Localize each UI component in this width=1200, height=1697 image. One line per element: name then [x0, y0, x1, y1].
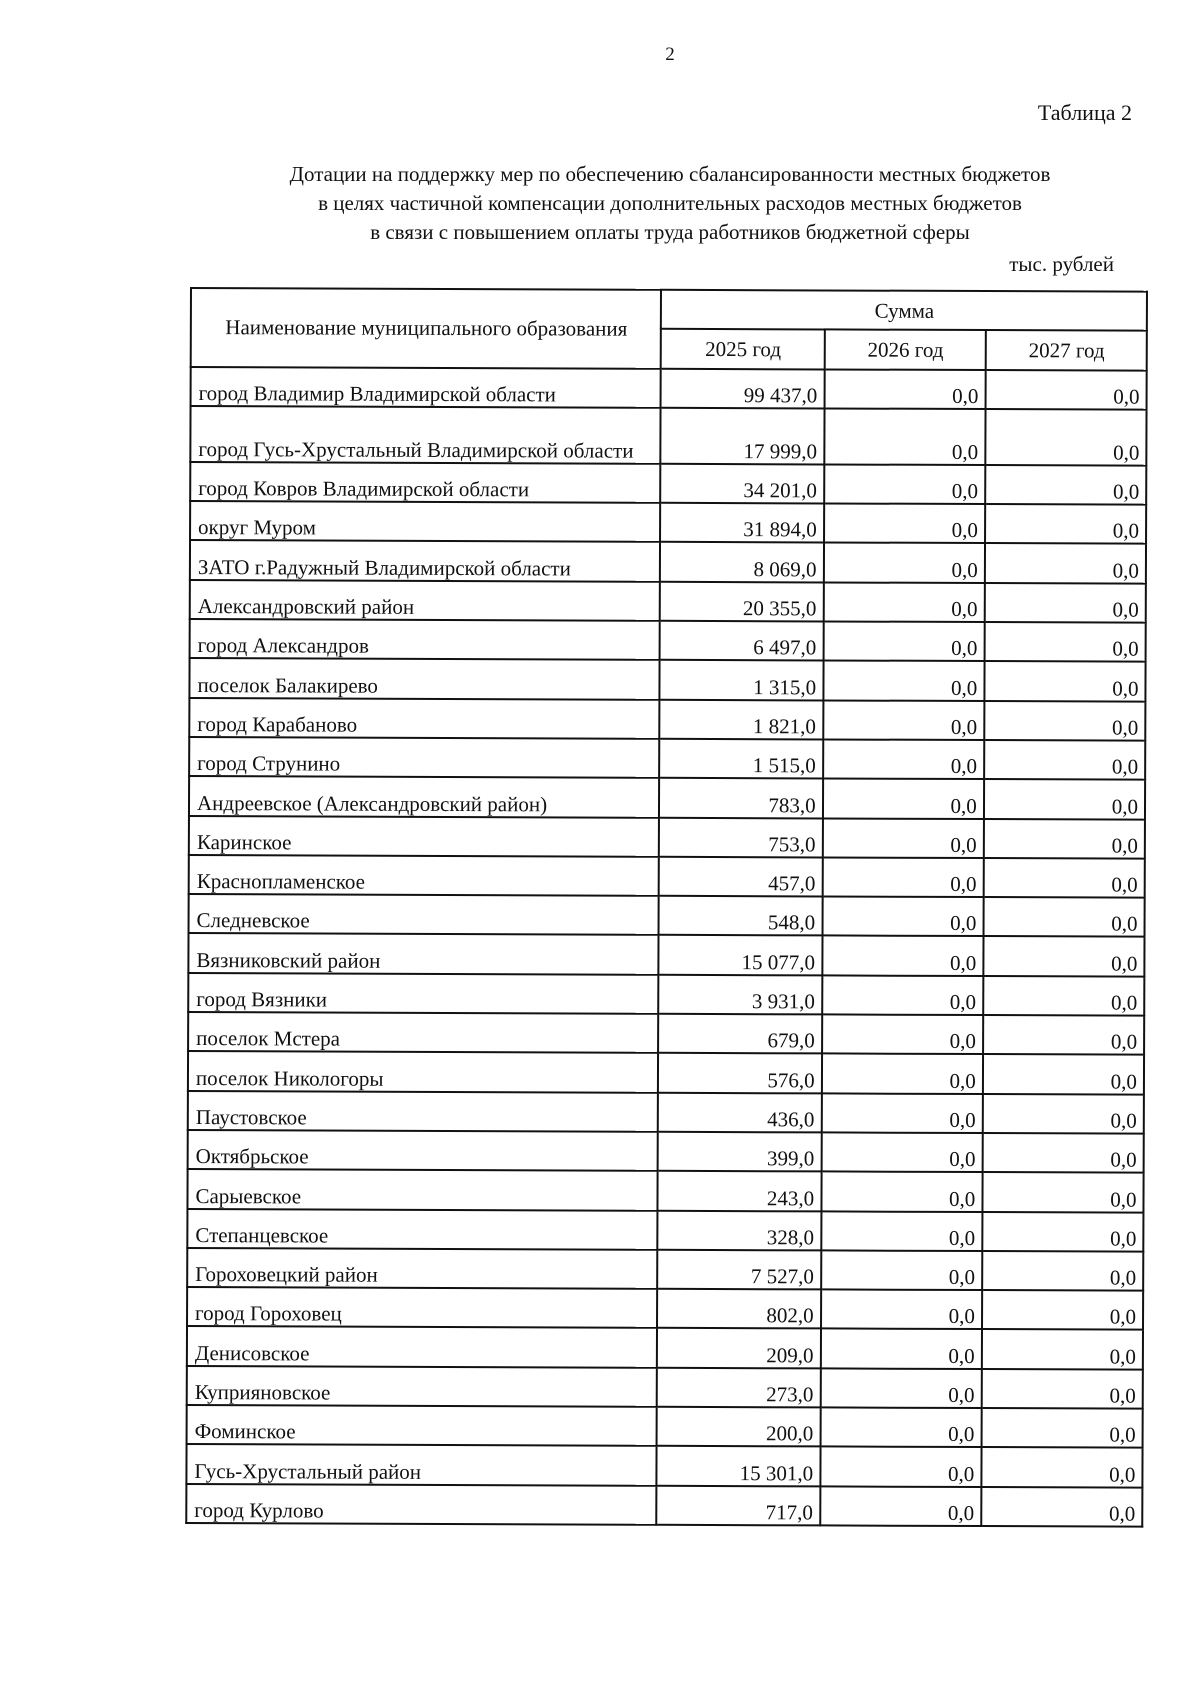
table-row — [187, 1287, 1143, 1330]
amount-2027-cell: 0,0 — [985, 583, 1146, 623]
amount-2026-cell: 0,0 — [823, 700, 984, 740]
amount-2026-cell: 0,0 — [823, 582, 984, 622]
amount-2027-cell: 0,0 — [985, 465, 1146, 505]
amount-2026-cell: 0,0 — [823, 661, 984, 701]
municipality-name-cell: Сарыевское — [187, 1169, 657, 1210]
title-line: в целях частичной компенсации дополнительных расходов местных бюджетов — [318, 191, 1022, 215]
amount-2025-cell: 1 315,0 — [659, 660, 823, 700]
amount-2026-cell: 0,0 — [822, 1054, 983, 1094]
amount-2025-cell: 436,0 — [658, 1092, 822, 1132]
municipality-name-cell: Степанцевское — [187, 1209, 657, 1250]
amount-2027-cell: 0,0 — [982, 1290, 1143, 1330]
amount-2026-cell: 0,0 — [821, 1132, 982, 1172]
table-row — [188, 1051, 1144, 1094]
municipality-name-cell: ЗАТО г.Радужный Владимирской области — [190, 540, 660, 581]
municipality-name-cell: Паустовское — [188, 1091, 658, 1132]
header-row — [191, 288, 1147, 331]
amount-2026-cell: 0,0 — [824, 504, 985, 544]
amount-2027-cell: 0,0 — [983, 1015, 1144, 1055]
municipality-name-cell: город Александров — [190, 619, 660, 660]
amount-2027-cell: 0,0 — [983, 897, 1144, 937]
amount-2026-cell: 0,0 — [824, 543, 985, 583]
amount-2027-cell: 0,0 — [983, 1094, 1144, 1134]
amount-2026-cell: 0,0 — [824, 464, 985, 504]
amount-2026-cell: 0,0 — [820, 1329, 981, 1369]
municipality-name-cell: Вязниковский район — [188, 933, 658, 974]
table-row — [190, 540, 1146, 583]
municipality-name-cell: Гусь-Хрустальный район — [186, 1444, 656, 1485]
amount-2025-cell: 576,0 — [658, 1053, 822, 1093]
municipality-name-cell: Каринское — [189, 816, 659, 857]
amount-2027-cell: 0,0 — [981, 1408, 1142, 1448]
amount-2026-cell: 0,0 — [823, 739, 984, 779]
municipality-name-cell: поселок Балакирево — [189, 658, 659, 699]
table-row — [189, 894, 1145, 937]
document-title — [200, 160, 1140, 247]
table-row — [187, 1209, 1143, 1252]
municipality-name-cell: Следневское — [189, 894, 659, 935]
amount-2025-cell: 15 077,0 — [658, 935, 822, 975]
amount-2025-cell: 243,0 — [657, 1171, 821, 1211]
table-row — [190, 406, 1146, 466]
amount-2026-cell: 0,0 — [822, 818, 983, 858]
table-row — [186, 1484, 1142, 1527]
table-row — [189, 855, 1145, 898]
column-header-name: Наименование муниципального образования — [191, 288, 661, 368]
amount-2025-cell: 273,0 — [657, 1368, 821, 1408]
amount-2026-cell: 0,0 — [820, 1407, 981, 1447]
table-row — [188, 1012, 1144, 1055]
amount-2027-cell: 0,0 — [983, 937, 1144, 977]
amount-2025-cell: 457,0 — [659, 857, 823, 897]
municipality-name-cell: город Струнино — [189, 737, 659, 778]
table-row — [191, 367, 1147, 410]
amount-2027-cell: 0,0 — [984, 701, 1145, 741]
amount-2026-cell: 0,0 — [820, 1486, 981, 1526]
dotations-table — [185, 287, 1148, 1528]
amount-2025-cell: 17 999,0 — [660, 408, 824, 465]
table-row — [186, 1444, 1142, 1487]
amount-2026-cell: 0,0 — [824, 369, 985, 409]
table-row — [187, 1405, 1143, 1448]
amount-2025-cell: 328,0 — [657, 1210, 821, 1250]
amount-2027-cell: 0,0 — [984, 819, 1145, 859]
municipality-name-cell: город Карабаново — [189, 698, 659, 739]
table-row — [187, 1169, 1143, 1212]
municipality-name-cell: поселок Никологоры — [188, 1051, 658, 1092]
amount-2026-cell: 0,0 — [823, 779, 984, 819]
amount-2027-cell: 0,0 — [982, 1133, 1143, 1173]
table-row — [189, 658, 1145, 701]
municipality-name-cell: Фоминское — [187, 1405, 657, 1446]
amount-2025-cell: 200,0 — [657, 1407, 821, 1447]
municipality-name-cell: поселок Мстера — [188, 1012, 658, 1053]
amount-2026-cell: 0,0 — [820, 1447, 981, 1487]
page-number: 2 — [665, 44, 675, 65]
table-row — [188, 973, 1144, 1016]
amount-2026-cell: 0,0 — [822, 975, 983, 1015]
amount-2026-cell: 0,0 — [821, 1172, 982, 1212]
municipality-name-cell: город Гусь-Хрустальный Владимирской области — [190, 406, 660, 464]
table-row — [187, 1326, 1143, 1369]
amount-2025-cell: 1 515,0 — [659, 739, 823, 779]
table-row — [189, 816, 1145, 859]
municipality-name-cell: город Ковров Владимирской области — [190, 462, 660, 503]
table-row — [190, 580, 1146, 623]
table-row — [188, 1091, 1144, 1134]
amount-2027-cell: 0,0 — [985, 544, 1146, 584]
amount-2026-cell: 0,0 — [821, 1250, 982, 1290]
amount-2026-cell: 0,0 — [821, 1211, 982, 1251]
table-row — [190, 501, 1146, 544]
amount-2027-cell: 0,0 — [983, 1054, 1144, 1094]
table-row — [190, 462, 1146, 505]
amount-2026-cell: 0,0 — [822, 1014, 983, 1054]
amount-2027-cell: 0,0 — [985, 504, 1146, 544]
amount-2027-cell: 0,0 — [982, 1172, 1143, 1212]
municipality-name-cell: город Вязники — [188, 973, 658, 1014]
table-row — [189, 776, 1145, 819]
amount-2027-cell: 0,0 — [981, 1487, 1142, 1527]
amount-2027-cell: 0,0 — [984, 661, 1145, 701]
amount-2027-cell: 0,0 — [982, 1212, 1143, 1252]
amount-2027-cell: 0,0 — [984, 622, 1145, 662]
column-header-2025: 2025 год — [661, 329, 825, 369]
municipality-name-cell: город Курлово — [186, 1484, 656, 1525]
amount-2027-cell: 0,0 — [983, 976, 1144, 1016]
amount-2025-cell: 1 821,0 — [659, 699, 823, 739]
amount-2025-cell: 20 355,0 — [660, 582, 824, 622]
amount-2025-cell: 753,0 — [659, 817, 823, 857]
amount-2027-cell: 0,0 — [983, 858, 1144, 898]
municipality-name-cell: Гороховецкий район — [187, 1248, 657, 1289]
table-row — [187, 1248, 1143, 1291]
amount-2027-cell: 0,0 — [984, 740, 1145, 780]
table-row — [190, 619, 1146, 662]
amount-2027-cell: 0,0 — [984, 779, 1145, 819]
amount-2025-cell: 802,0 — [657, 1289, 821, 1329]
amount-2025-cell: 15 301,0 — [656, 1446, 820, 1486]
municipality-name-cell: Октябрьское — [188, 1130, 658, 1171]
table-row — [187, 1366, 1143, 1409]
amount-2027-cell: 0,0 — [982, 1329, 1143, 1369]
municipality-name-cell: Денисовское — [187, 1326, 657, 1367]
table-body — [186, 367, 1146, 1527]
amount-2027-cell: 0,0 — [982, 1251, 1143, 1291]
units-label: тыс. рублей — [1009, 252, 1114, 276]
amount-2025-cell: 3 931,0 — [658, 975, 822, 1015]
column-header-sum: Сумма — [661, 290, 1147, 331]
amount-2026-cell: 0,0 — [824, 408, 985, 465]
amount-2026-cell: 0,0 — [822, 936, 983, 976]
amount-2025-cell: 8 069,0 — [660, 542, 824, 582]
title-line: Дотации на поддержку мер по обеспечению сбалансированности местных бюджетов — [289, 162, 1051, 186]
amount-2025-cell: 679,0 — [658, 1014, 822, 1054]
amount-2026-cell: 0,0 — [821, 1093, 982, 1133]
amount-2027-cell: 0,0 — [985, 370, 1146, 410]
amount-2025-cell: 99 437,0 — [661, 368, 825, 408]
amount-2026-cell: 0,0 — [821, 1290, 982, 1330]
amount-2025-cell: 6 497,0 — [660, 621, 824, 661]
amount-2026-cell: 0,0 — [822, 897, 983, 937]
municipality-name-cell: город Владимир Владимирской области — [191, 367, 661, 408]
municipality-name-cell: Куприяновское — [187, 1366, 657, 1407]
amount-2025-cell: 717,0 — [656, 1485, 820, 1525]
municipality-name-cell: Андреевское (Александровский район) — [189, 776, 659, 817]
municipality-name-cell: город Гороховец — [187, 1287, 657, 1328]
amount-2025-cell: 783,0 — [659, 778, 823, 818]
amount-2025-cell: 209,0 — [657, 1328, 821, 1368]
municipality-name-cell: округ Муром — [190, 501, 660, 542]
amount-2026-cell: 0,0 — [820, 1368, 981, 1408]
amount-2025-cell: 548,0 — [658, 896, 822, 936]
amount-2027-cell: 0,0 — [985, 409, 1146, 466]
municipality-name-cell: Краснопламенское — [189, 855, 659, 896]
amount-2025-cell: 34 201,0 — [660, 464, 824, 504]
table-row — [188, 1130, 1144, 1173]
table-row — [189, 698, 1145, 741]
amount-2025-cell: 399,0 — [658, 1132, 822, 1172]
amount-2026-cell: 0,0 — [823, 622, 984, 662]
title-line: в связи с повышением оплаты труда работников бюджетной сферы — [370, 220, 970, 244]
table-header — [191, 288, 1147, 370]
amount-2027-cell: 0,0 — [982, 1369, 1143, 1409]
table-caption: Таблица 2 — [1037, 100, 1132, 125]
amount-2025-cell: 7 527,0 — [657, 1250, 821, 1290]
column-header-2027: 2027 год — [986, 330, 1147, 370]
amount-2025-cell: 31 894,0 — [660, 503, 824, 543]
table-row — [188, 933, 1144, 976]
amount-2026-cell: 0,0 — [822, 857, 983, 897]
amount-2027-cell: 0,0 — [981, 1447, 1142, 1487]
municipality-name-cell: Александровский район — [190, 580, 660, 621]
table-row — [189, 737, 1145, 780]
column-header-2026: 2026 год — [824, 330, 985, 370]
